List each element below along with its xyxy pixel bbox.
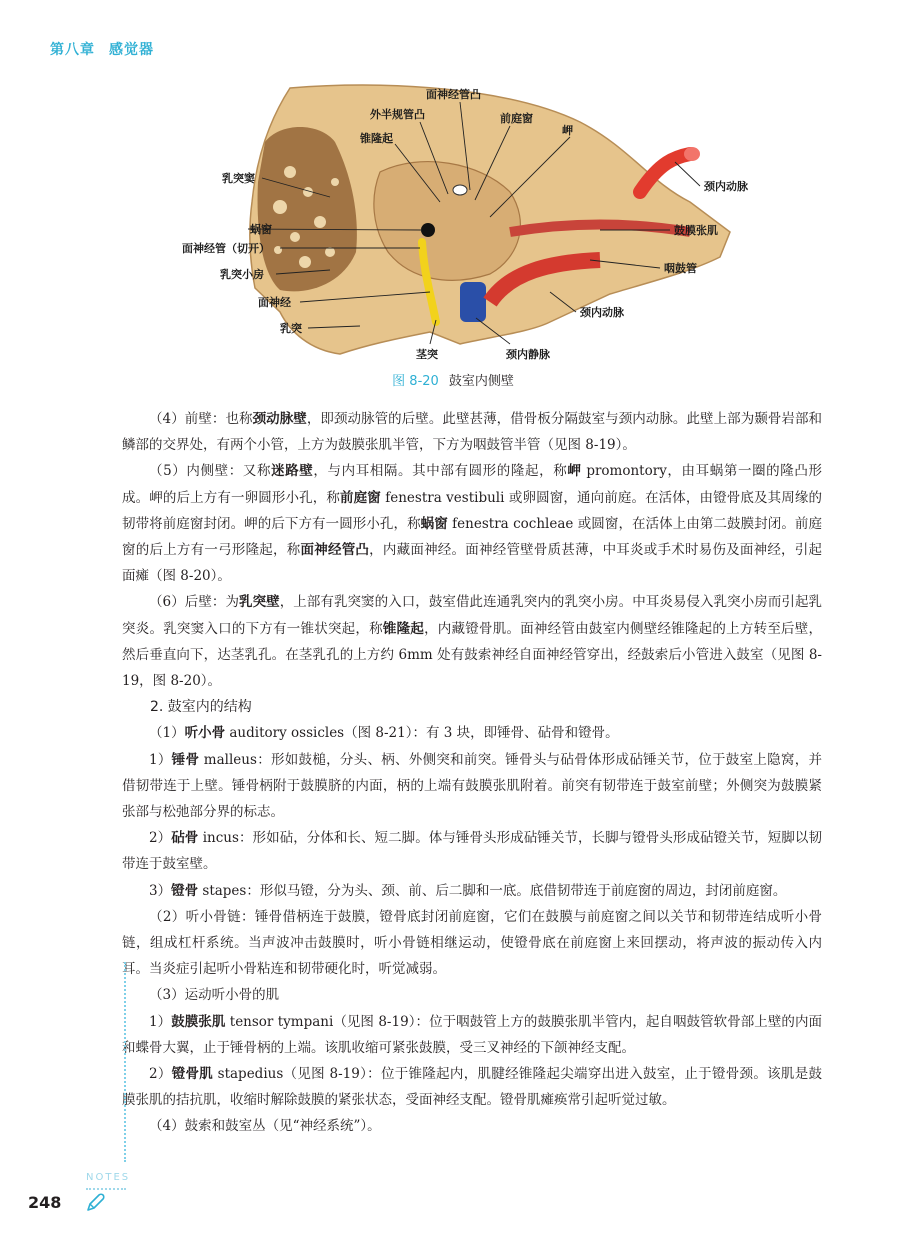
paragraph-medial-wall: （5）内侧壁：又称迷路壁，与内耳相隔。其中部有圆形的隆起，称岬 promontory，由耳蜗第一圈的隆凸形成。岬的后上方有一卵圆形小孔，称前庭窗 fenestra vestibuli 或卵圆窗，通向前庭。在活体，由镫骨底及其周缘的韧带将前庭窗封闭。岬的后下方有一圆形小孔，称蜗窗 fenestra cochleae 或圆窗，在活体上由第二鼓膜封闭。前庭窗的后上方有一弓形隆起，称面神经管凸，内藏面神经。面神经管壁骨质甚薄，中耳炎或手术时易伤及面神经，引起面瘫（图 8-20）。 bbox=[122, 463, 823, 585]
paragraph-ossicle-muscles: （3）运动听小骨的肌 bbox=[149, 987, 280, 1004]
term-tensor-tympani: 鼓膜张肌 bbox=[171, 1013, 226, 1030]
label-facial-nerve: 面神经 bbox=[258, 296, 291, 309]
figure-title: 鼓室内侧壁 bbox=[448, 374, 514, 389]
notes-underline bbox=[86, 1188, 126, 1190]
page-number: 248 bbox=[28, 1193, 62, 1212]
body-text bbox=[122, 406, 822, 1140]
label-oval-window: 前庭窗 bbox=[500, 112, 533, 125]
running-header bbox=[50, 39, 154, 59]
label-facial-canal-prominence: 面神经管凸 bbox=[426, 88, 481, 101]
label-pyramidal-eminence: 锥隆起 bbox=[360, 132, 393, 145]
term-promontory: 岬 bbox=[567, 463, 582, 480]
paragraph-ossicles: （1）听小骨 auditory ossicles（图 8-21）：有 3 块，即锤骨、砧骨和镫骨。 bbox=[149, 725, 619, 742]
label-mastoid-process: 乳突 bbox=[280, 322, 302, 335]
chapter-title: 感觉器 bbox=[109, 42, 154, 58]
section-subheading: 2. 鼓室内的结构 bbox=[150, 699, 252, 716]
label-mastoid-antrum: 乳突窦 bbox=[222, 172, 255, 185]
paragraph-chorda-tympani: （4）鼓索和鼓室丛（见“神经系统”）。 bbox=[149, 1118, 381, 1135]
term-facial-canal-prominence: 面神经管凸 bbox=[300, 542, 370, 559]
label-pharyngotympanic-tube: 咽鼓管 bbox=[664, 262, 697, 275]
round-window bbox=[421, 223, 435, 237]
oval-window bbox=[453, 185, 467, 195]
paragraph-malleus: 1）锤骨 malleus：形如鼓槌，分头、柄、外侧突和前突。锤骨头与砧骨体形成砧锤关节，位于鼓室上隐窝，并借韧带连于上壁。锤骨柄附于鼓膜脐的内面，柄的上端有鼓膜张肌附着。前突有韧带连于鼓室前壁；外侧突为鼓膜紧张部与松弛部分界的标志。 bbox=[122, 751, 823, 821]
figure-tympanic-medial-wall bbox=[130, 82, 810, 364]
label-promontory: 岬 bbox=[562, 124, 573, 137]
term-mastoid-wall: 乳突壁 bbox=[239, 594, 280, 611]
figure-caption bbox=[0, 370, 906, 389]
paragraph-ossicular-chain: （2）听小骨链：锤骨借柄连于鼓膜，镫骨底封闭前庭窗，它们在鼓膜与前庭窗之间以关节和韧带连结成听小骨链，组成杠杆系统。当声波冲击鼓膜时，听小骨链相继运动，使镫骨底在前庭窗上来回摆动，将声波的振动传入内耳。当炎症引起听小骨粘连和韧带硬化时，听觉减弱。 bbox=[122, 908, 822, 978]
label-internal-jugular-vein: 颈内静脉 bbox=[506, 348, 550, 361]
term-ossicles: 听小骨 bbox=[184, 725, 226, 742]
notes-label: NOTES bbox=[86, 1172, 131, 1183]
chapter-number: 第八章 bbox=[50, 42, 95, 58]
label-lateral-semicircular-prominence: 外半规管凸 bbox=[370, 108, 425, 121]
paragraph-stapedius: 2）镫骨肌 stapedius（见图 8-19）：位于锥隆起内，肌腱经锥隆起尖端穿出进入鼓室，止于镫骨颈。该肌是鼓膜张肌的拮抗肌，收缩时解除鼓膜的紧张状态，受面神经支配。镫骨肌瘫痪常引起听觉过敏。 bbox=[122, 1066, 823, 1109]
label-internal-carotid-lower: 颈内动脉 bbox=[580, 306, 624, 319]
anatomy-illustration bbox=[130, 82, 810, 364]
term-stapedius: 镫骨肌 bbox=[171, 1066, 214, 1083]
term-malleus: 锤骨 bbox=[171, 751, 200, 768]
term-incus: 砧骨 bbox=[171, 830, 199, 847]
paragraph-tensor-tympani: 1）鼓膜张肌 tensor tympani（见图 8-19）：位于咽鼓管上方的鼓膜张肌半管内，起自咽鼓管软骨部上壁的内面和蝶骨大翼，止于锤骨柄的上端。该肌收缩可紧张鼓膜，受三叉神经的下颌神经支配。 bbox=[122, 1013, 823, 1056]
label-facial-canal-opened: 面神经管（切开） bbox=[182, 242, 270, 255]
term-oval-window: 前庭窗 bbox=[339, 489, 381, 506]
paragraph-incus: 2）砧骨 incus：形如砧，分体和长、短二脚。体与锤骨头形成砧锤关节，长脚与镫骨头形成砧镫关节，短脚以韧带连于鼓室壁。 bbox=[122, 830, 822, 873]
pencil-icon bbox=[84, 1192, 106, 1214]
label-tensor-tympani: 鼓膜张肌 bbox=[674, 224, 718, 237]
term-round-window: 蜗窗 bbox=[420, 515, 448, 532]
label-cochlear-window: 蜗窗 bbox=[250, 223, 272, 236]
paragraph-anterior-wall: （4）前壁：也称颈动脉壁，即颈动脉管的后壁。此壁甚薄，借骨板分隔鼓室与颈内动脉。此壁上部为颞骨岩部和鳞部的交界处，有两个小管，上方为鼓膜张肌半管，下方为咽鼓管半管（见图 8-19）。 bbox=[122, 411, 823, 454]
term-labyrinthine-wall: 迷路壁 bbox=[271, 463, 314, 480]
notes-margin-rule bbox=[124, 962, 126, 1162]
label-styloid-process: 茎突 bbox=[416, 348, 438, 361]
term-stapes: 镫骨 bbox=[171, 882, 199, 899]
term-pyramidal-eminence: 锥隆起 bbox=[382, 620, 425, 637]
label-mastoid-cells: 乳突小房 bbox=[220, 268, 264, 281]
term-carotid-wall: 颈动脉壁 bbox=[252, 411, 307, 427]
label-internal-carotid-artery: 颈内动脉 bbox=[704, 180, 748, 193]
figure-number: 图 8-20 bbox=[392, 374, 439, 389]
paragraph-stapes: 3）镫骨 stapes：形似马镫，分为头、颈、前、后二脚和一底。底借韧带连于前庭窗的周边，封闭前庭窗。 bbox=[149, 882, 787, 899]
paragraph-posterior-wall: （6）后壁：为乳突壁，上部有乳突窦的入口，鼓室借此连通乳突内的乳突小房。中耳炎易侵入乳突小房而引起乳突炎。乳突窦入口的下方有一锥状突起，称锥隆起，内藏镫骨肌。面神经管由鼓室内侧壁经锥隆起的上方转至后壁，然后垂直向下，达茎乳孔。在茎乳孔的上方约 6mm 处有鼓索神经自面神经管穿出，经鼓索后小管进入鼓室（见图 8-19，图 8-20）。 bbox=[122, 594, 823, 690]
internal-jugular-vein bbox=[460, 282, 486, 322]
